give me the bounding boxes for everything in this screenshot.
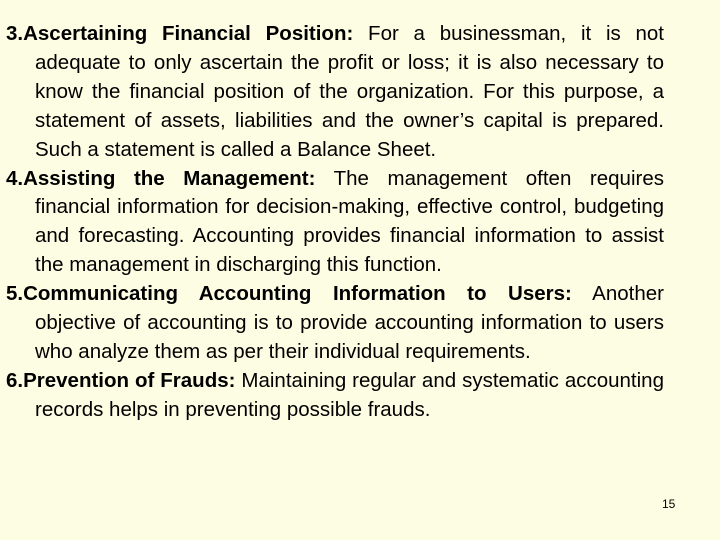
slide-body <box>6 20 664 425</box>
point-text: Maintaining regular and systematic accounting records helps in preventing possible frauds. <box>35 368 664 421</box>
point-heading: 4.Assisting the Management: <box>6 166 316 190</box>
point-ascertaining-financial-position <box>6 20 664 165</box>
point-communicating-accounting-information <box>6 280 664 367</box>
page-number: 15 <box>662 497 676 511</box>
point-heading: 5.Communicating Accounting Information to Users: <box>6 282 572 306</box>
point-text: Another objective of accounting is to provide accounting information to users who analyze them as per their individual requirements. <box>35 282 664 363</box>
point-heading: 3.Ascertaining Financial Position: <box>6 22 354 45</box>
point-assisting-the-management <box>6 165 664 281</box>
point-text: The management often requires financial information for decision-making, effective control, budgeting and forecasting. Accounting provides financial information to assist the management in discharging this function. <box>35 166 664 277</box>
point-text: For a businessman, it is not adequate to only ascertain the profit or loss; it is also necessary to know the financial position of the organization. For this purpose, a statement of assets, liabilities and the owner’s capital is prepared. Such a statement is called a Balance Sheet. <box>35 22 664 161</box>
point-prevention-of-frauds <box>6 367 664 425</box>
point-heading: 6.Prevention of Frauds: <box>6 368 236 392</box>
